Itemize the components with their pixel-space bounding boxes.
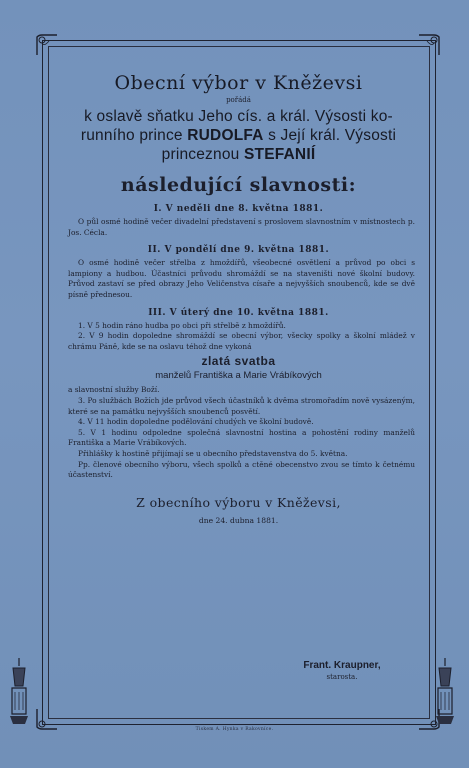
prihlasky-text: Přihlášky k hostině přijímají se u obecního představenstva do 5. května. xyxy=(78,448,348,458)
sluzby-line: a slavnostní služby Boží. xyxy=(68,385,160,395)
lantern-ornament-icon xyxy=(8,656,30,726)
signature-role: starosta. xyxy=(326,673,358,681)
signature-name: Frant. Kraupner, xyxy=(303,660,381,671)
printer-line: Tiskem A. Hynka v Rakovníce. xyxy=(195,727,274,732)
signature-block xyxy=(282,660,402,681)
day3-heading: III. V úterý dne 10. května 1881. xyxy=(148,307,329,318)
day2-heading: II. V pondělí dne 9. května 1881. xyxy=(147,245,330,256)
day3-item-4: 4. V 11 hodin dopoledne podělování chudých ve školní budově. xyxy=(78,417,314,427)
pozvani-text: Pp. členové obecního výboru, všech spolků a ctěné obecenstvo zvou se tímto k četnému účastenství. xyxy=(68,459,415,480)
slavnosti-heading: následující slavnosti: xyxy=(120,174,357,196)
corner-ornament-icon xyxy=(416,32,442,58)
porada-line: pořádá xyxy=(226,96,251,104)
zlata-svatba-heading: zlatá svatba xyxy=(201,354,276,369)
day3-item-1: 1. V 5 hodin ráno hudba po obci při střelbě z hmoždířů. xyxy=(78,320,286,330)
heading-line-3: princeznou STEFANIÍ xyxy=(161,146,316,163)
day2-text: O osmé hodině večer střelba z hmoždířů, všeobecné osvětlení a průvod po obci s lampiony a hudbou. Účastníci průvodu shromáždí se na staveništi nové školní budovy. Průvod zastaví se před obrazy Jeho Veličenstva císaře a nejvyšších snoubenců, kde se dvě písně přednesou. xyxy=(68,258,415,299)
day3-item-5: 5. V 1 hodinu odpoledne společná slavnostní hostina a pohostění rodiny manželů Františka a Marie Vrábíkových. xyxy=(68,427,415,448)
poster-content xyxy=(56,62,421,535)
poster-title: Obecní výbor v Kněževsi xyxy=(114,72,363,94)
manzelu-line: manželů Františka a Marie Vrábíkových xyxy=(155,370,322,382)
day1-text: O půl osmé hodině večer divadelní představení s proslovem slavnostním v místnostech p. Jos. Cécla. xyxy=(68,217,415,237)
heading-line-2: runního prince RUDOLFA s Její král. Výsosti xyxy=(80,127,397,144)
day3-item-3: 3. Po službách Božích jde průvod všech účastníků k dvěma stromořadím nově vysázeným, které se na památku nejvyšších snoubenců posvětí. xyxy=(68,395,415,416)
corner-ornament-icon xyxy=(34,32,60,58)
z-obecniho-line: Z obecního výboru v Kněževsi, xyxy=(136,494,341,510)
day3-item-2: 2. V 9 hodin dopoledne shromáždí se obecní výbor, všecky spolky a školní mládež v chrámu Páně, kde se na oslavu téhož dne vykoná xyxy=(68,331,415,351)
poster-date: dne 24. dubna 1881. xyxy=(198,515,279,525)
lantern-ornament-icon xyxy=(434,656,456,726)
heading-line-1: k oslavě sňatku Jeho cís. a král. Výsosti ko- xyxy=(84,108,393,125)
day1-heading: I. V neděli dne 8. května 1881. xyxy=(153,204,324,214)
